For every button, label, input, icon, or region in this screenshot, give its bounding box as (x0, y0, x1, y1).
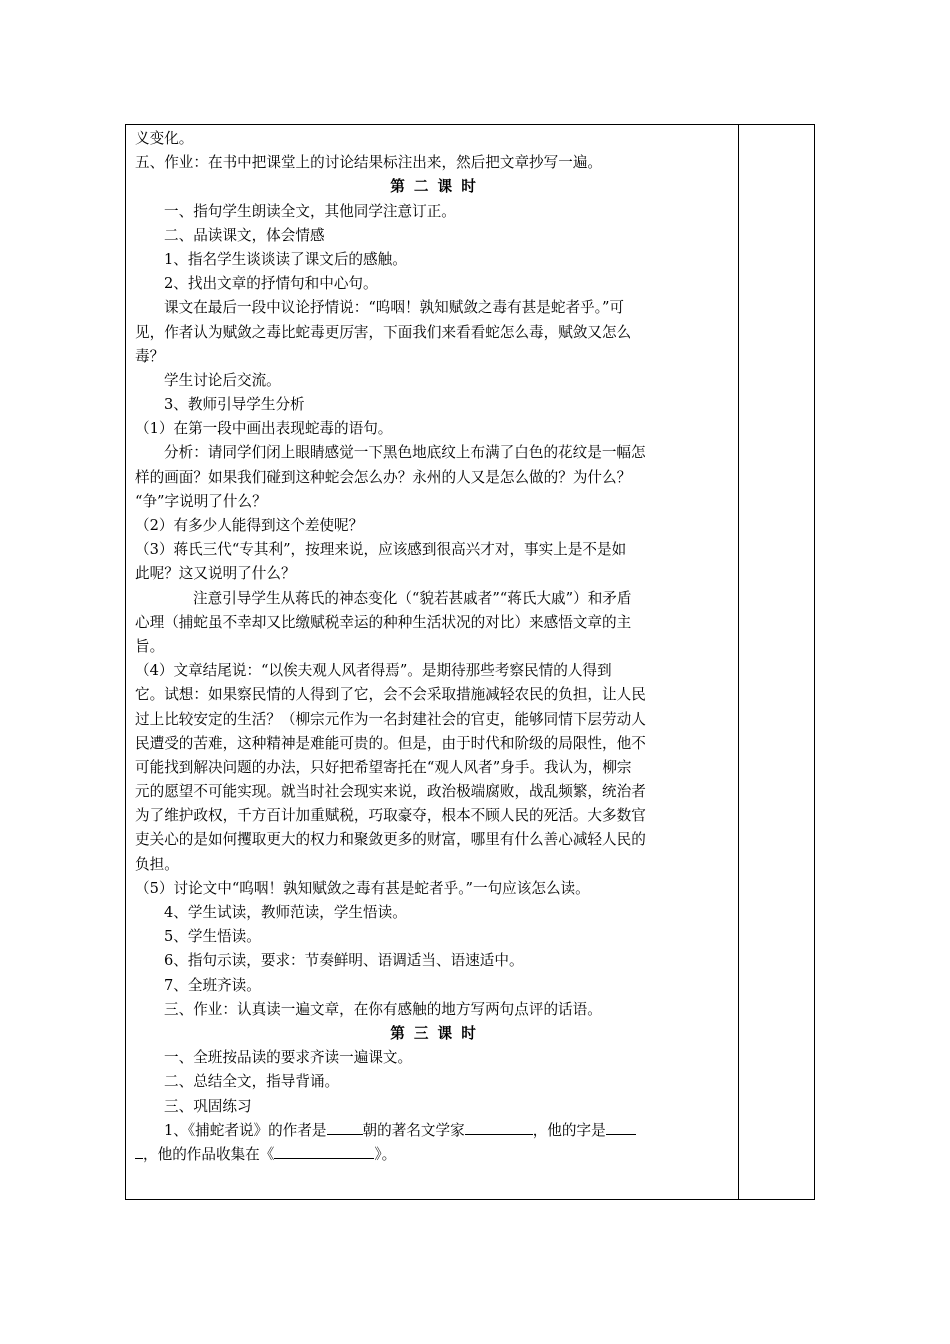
text-line: 为了维护政权，千方百计加重赋税，巧取豪夺，根本不顾人民的死活。大多数官 (135, 807, 646, 825)
text-line: 7、全班齐读。 (164, 976, 261, 994)
text-line: （4）文章结尾说：“以俟夫观人风者得焉”。是期待那些考察民情的人得到 (135, 662, 612, 680)
text-line: 旨。 (135, 637, 165, 655)
blank-dynasty (327, 1120, 363, 1135)
text-line: 五、作业：在书中把课堂上的讨论结果标注出来，然后把文章抄写一遍。 (135, 154, 603, 172)
text-line: 见，作者认为赋敛之毒比蛇毒更厉害，下面我们来看看蛇怎么毒，赋敛又怎么 (135, 323, 632, 341)
text-line: “争”字说明了什么？ (135, 492, 267, 510)
text-line: 三、作业：认真读一遍文章，在你有感触的地方写两句点评的话语。 (164, 1000, 602, 1018)
text-line: （3）蒋氏三代“专其利”，按理来说，应该感到很高兴才对，事实上是不是如 (135, 541, 627, 559)
text-line: 学生讨论后交流。 (164, 371, 281, 389)
column-divider (738, 125, 739, 1199)
exercise-text: 朝的著名文学家 (362, 1121, 465, 1139)
text-line: 注意引导学生从蒋氏的神态变化（“貌若甚戚者”“蒋氏大戚”）和矛盾 (193, 589, 632, 607)
text-line: 一、全班按品读的要求齐读一遍课文。 (164, 1049, 413, 1067)
exercise-text: 》。 (374, 1145, 397, 1163)
text-line: 民遭受的苦难，这种精神是难能可贵的。但是，由于时代和阶级的局限性，他不 (135, 734, 646, 752)
blank-courtesy-name (606, 1120, 636, 1135)
text-line: 心理（捕蛇虽不幸却又比缴赋税幸运的种种生活状况的对比）来感悟文章的主 (135, 613, 632, 631)
exercise-text: ，他的作品收集在《 (143, 1145, 275, 1163)
exercise-line-2 (135, 1143, 733, 1167)
section-heading: 第 二 课 时 (390, 178, 478, 196)
lesson-plan-table (125, 124, 815, 1200)
text-line: 二、总结全文，指导背诵。 (164, 1073, 340, 1091)
lesson-content (135, 127, 733, 1167)
exercise-text: 1、《捕蛇者说》的作者是 (164, 1121, 327, 1139)
text-line: 毒？ (135, 347, 165, 365)
text-line: 分析：请同学们闭上眼睛感觉一下黑色地底纹上布满了白色的花纹是一幅怎 (164, 444, 646, 462)
text-line: 样的画面？如果我们碰到这种蛇会怎么办？永州的人又是怎么做的？为什么？ (135, 468, 632, 486)
blank-courtesy-name-cont (135, 1144, 143, 1159)
text-line: 可能找到解决问题的办法，只好把希望寄托在“观人风者”身手。我认为，柳宗 (135, 758, 632, 776)
text-line: 二、品读课文，体会情感 (164, 226, 325, 244)
text-line: 负担。 (135, 855, 179, 873)
text-line: 5、学生悟读。 (164, 928, 261, 946)
text-line: （1）在第一段中画出表现蛇毒的语句。 (135, 420, 393, 438)
text-line: 义变化。 (135, 130, 194, 147)
text-line: 元的愿望不可能实现。就当时社会现实来说，政治极端腐败，战乱频繁，统治者 (135, 783, 646, 801)
text-line: 2、找出文章的抒情句和中心句。 (164, 275, 378, 293)
text-line: 一、指句学生朗读全文，其他同学注意订正。 (164, 202, 456, 220)
text-line: 4、学生试读，教师范读，学生悟读。 (164, 904, 407, 921)
blank-author (465, 1120, 533, 1135)
text-lines (135, 127, 733, 1119)
text-line: 3、教师引导学生分析 (164, 396, 305, 414)
blank-collection (274, 1144, 374, 1159)
text-line: 此呢？这又说明了什么？ (135, 565, 296, 583)
exercise-line-1 (135, 1119, 733, 1143)
text-line: 它。试想：如果察民情的人得到了它，会不会采取措施减轻农民的负担，让人民 (135, 686, 646, 704)
text-line: （2）有多少人能得到这个差使呢？ (135, 517, 364, 534)
text-line: 三、巩固练习 (164, 1097, 252, 1115)
text-line: 课文在最后一段中议论抒情说：“呜咽！孰知赋敛之毒有甚是蛇者乎。”可 (164, 299, 625, 317)
text-line: 1、指名学生谈谈读了课文后的感触。 (164, 250, 407, 268)
text-line: 吏关心的是如何攫取更大的权力和聚敛更多的财富，哪里有什么善心减轻人民的 (135, 831, 646, 849)
section-heading: 第 三 课 时 (390, 1024, 478, 1042)
text-line: 6、指句示读，要求：节奏鲜明、语调适当、语速适中。 (164, 952, 524, 970)
text-line: 过上比较安定的生活？（柳宗元作为一名封建社会的官吏，能够同情下层劳动人 (135, 710, 646, 728)
exercise-text: ，他的字是 (532, 1121, 606, 1139)
text-line: （5）讨论文中“呜咽！孰知赋敛之毒有甚是蛇者乎。”一句应该怎么读。 (135, 879, 590, 897)
